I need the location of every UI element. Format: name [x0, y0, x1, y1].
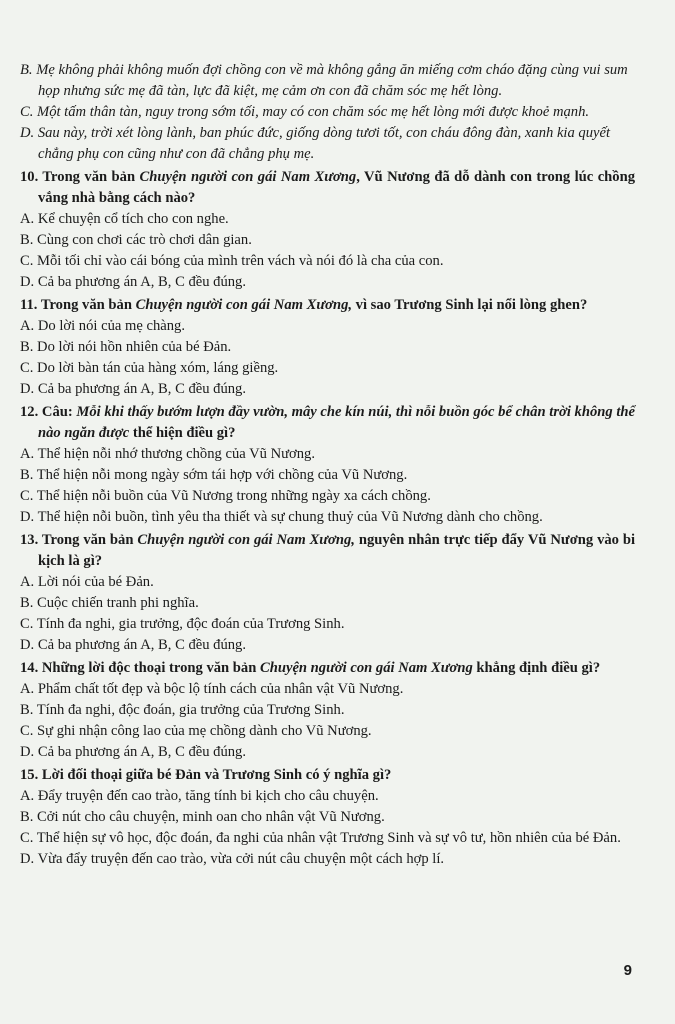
- question-text: [20, 295, 635, 316]
- question-prefix: 13. Trong văn bản: [20, 532, 138, 548]
- question-block: [20, 530, 635, 656]
- option-a: A. Do lời nói của mẹ chàng.: [20, 318, 185, 334]
- option-d: D. Vừa đẩy truyện đến cao trào, vừa cởi nút câu chuyện một cách hợp lí.: [20, 851, 445, 867]
- option-c: C. Tính đa nghi, gia trưởng, độc đoán của Trương Sinh.: [20, 616, 345, 632]
- question-suffix: vì sao Trương Sinh lại nổi lòng ghen?: [352, 297, 588, 313]
- page-content: [20, 60, 635, 870]
- option-d: D. Cả ba phương án A, B, C đều đúng.: [20, 274, 247, 290]
- question-prefix: 15. Lời đối thoại giữa bé Đản và Trương Sinh có ý nghĩa gì?: [20, 767, 392, 783]
- question-italic: Mỗi khi thấy bướm lượn đầy vườn, mây che kín núi, thì nỗi buồn góc bể chân trời không thể nào ngăn được: [38, 404, 635, 441]
- question-text: [20, 658, 635, 679]
- option-d: D. Thể hiện nỗi buồn, tình yêu tha thiết và sự chung thuỷ của Vũ Nương dành cho chồng.: [20, 509, 543, 525]
- question-suffix: nguyên nhân trực tiếp đẩy Vũ Nương vào bi kịch là gì?: [38, 532, 636, 569]
- option-d: D. Cả ba phương án A, B, C đều đúng.: [20, 637, 247, 653]
- question-text: [20, 765, 635, 786]
- option-b: B. Tính đa nghi, độc đoán, gia trưởng của Trương Sinh.: [20, 702, 345, 718]
- prev-option-c: C. Một tấm thân tàn, nguy trong sớm tối, may có con chăm sóc mẹ hết lòng mới được khoẻ mạnh.: [20, 104, 590, 120]
- question-suffix: , Vũ Nương đã dỗ dành con trong lúc chồng vắng nhà bằng cách nào?: [38, 169, 635, 206]
- option-b: B. Cuộc chiến tranh phi nghĩa.: [20, 595, 199, 611]
- option-d: D. Cả ba phương án A, B, C đều đúng.: [20, 381, 247, 397]
- option-c: C. Thể hiện sự vô học, độc đoán, đa nghi của nhân vật Trương Sinh và sự vô tư, hồn nhiên của bé Đản.: [20, 830, 621, 846]
- option-b: B. Cùng con chơi các trò chơi dân gian.: [20, 232, 252, 248]
- question-italic: Chuyện người con gái Nam Xương,: [137, 532, 355, 548]
- question-italic: Chuyện người con gái Nam Xương: [260, 660, 473, 676]
- question-text: [20, 530, 635, 572]
- option-b: B. Thể hiện nỗi mong ngày sớm tái hợp với chồng của Vũ Nương.: [20, 467, 408, 483]
- option-c: C. Mỗi tối chỉ vào cái bóng của mình trên vách và nói đó là cha của con.: [20, 253, 444, 269]
- option-b: B. Cởi nút cho câu chuyện, minh oan cho nhân vật Vũ Nương.: [20, 809, 385, 825]
- option-a: A. Kể chuyện cổ tích cho con nghe.: [20, 211, 229, 227]
- option-c: C. Do lời bàn tán của hàng xóm, láng giềng.: [20, 360, 279, 376]
- question-block: [20, 402, 635, 528]
- question-prefix: 12. Câu:: [20, 404, 77, 420]
- question-prefix: 11. Trong văn bản: [20, 297, 136, 313]
- prev-option-b: B. Mẹ không phải không muốn đợi chồng con về mà không gắng ăn miếng cơm cháo đặng cùng vui sum họp nhưng sức mẹ đã tàn, lực đã kiệt, mẹ cảm ơn con đã chăm sóc mẹ hết lòng.: [20, 62, 628, 99]
- question-suffix: thể hiện điều gì?: [129, 425, 236, 441]
- option-a: A. Lời nói của bé Đản.: [20, 574, 154, 590]
- question-block: [20, 765, 635, 870]
- question-suffix: khẳng định điều gì?: [472, 660, 601, 676]
- option-a: A. Phẩm chất tốt đẹp và bộc lộ tính cách của nhân vật Vũ Nương.: [20, 681, 404, 697]
- page-number: 9: [623, 962, 632, 979]
- option-b: B. Do lời nói hồn nhiên của bé Đản.: [20, 339, 232, 355]
- question-block: [20, 167, 635, 293]
- prev-option-d: D. Sau này, trời xét lòng lành, ban phúc đức, giống dòng tươi tốt, con cháu đông đàn, xanh kia quyết chẳng phụ con cũng như con đã chẳng phụ mẹ.: [20, 125, 611, 162]
- option-c: C. Thể hiện nỗi buồn của Vũ Nương trong những ngày xa cách chồng.: [20, 488, 431, 504]
- question-text: [20, 402, 635, 444]
- question-prefix: 14. Những lời độc thoại trong văn bản: [20, 660, 260, 676]
- question-block: [20, 658, 635, 763]
- question-text: [20, 167, 635, 209]
- question-block: [20, 295, 635, 400]
- question-italic: Chuyện người con gái Nam Xương,: [135, 297, 353, 313]
- option-a: A. Thể hiện nỗi nhớ thương chồng của Vũ Nương.: [20, 446, 316, 462]
- option-a: A. Đẩy truyện đến cao trào, tăng tính bi kịch cho câu chuyện.: [20, 788, 379, 804]
- option-d: D. Cả ba phương án A, B, C đều đúng.: [20, 744, 247, 760]
- question-italic: Chuyện người con gái Nam Xương: [139, 169, 357, 185]
- option-c: C. Sự ghi nhận công lao của mẹ chồng dành cho Vũ Nương.: [20, 723, 372, 739]
- question-prefix: 10. Trong văn bản: [20, 169, 140, 185]
